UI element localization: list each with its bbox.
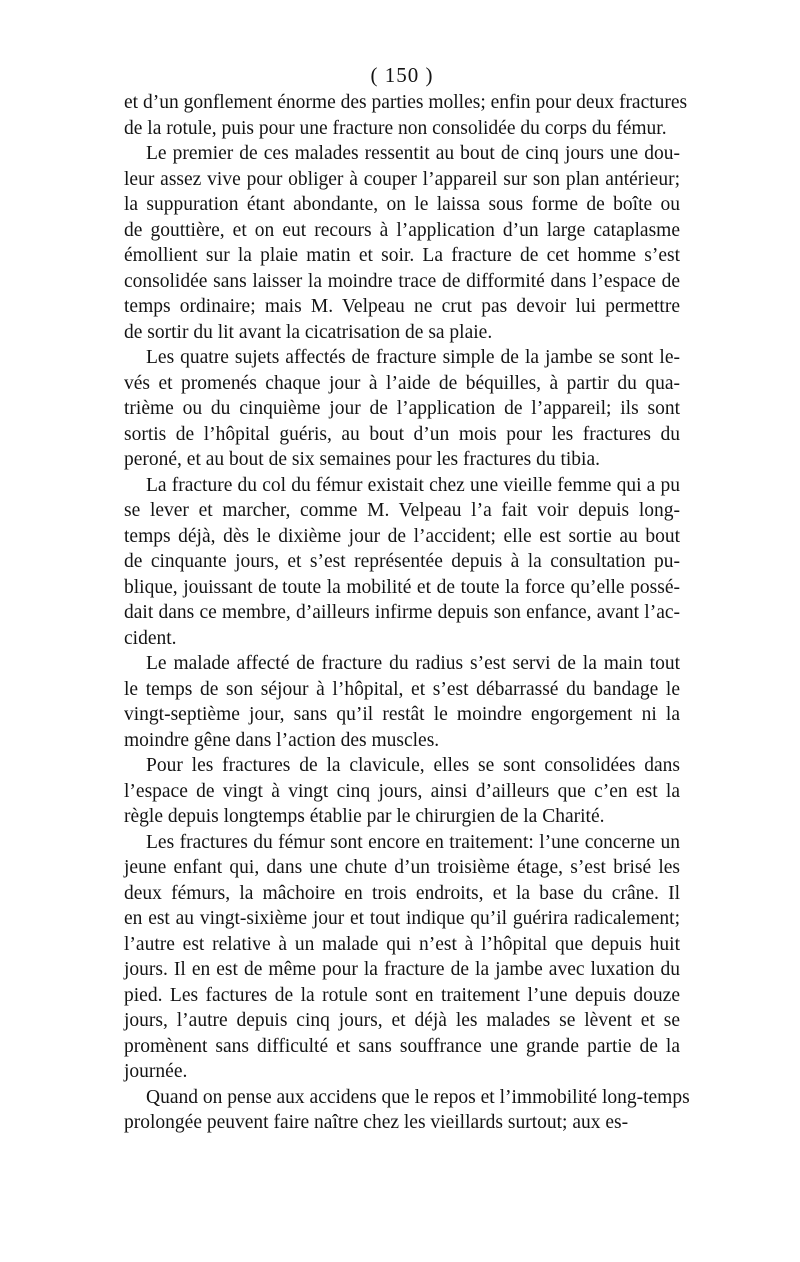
text-line: de cinquante jours, et s’est représentée depuis à la consultation pu- [124, 551, 680, 572]
text-line: de sortir du lit avant la cicatrisation de sa plaie. [124, 321, 493, 343]
text-line: peroné, et au bout de six semaines pour les fractures du tibia. [124, 449, 600, 470]
text-line: Le premier de ces malades ressentit au bout de cinq jours une dou- [146, 143, 680, 164]
book-page [124, 62, 690, 1136]
text-body [124, 90, 690, 1136]
text-line: règle depuis longtemps établie par le chirurgien de la Charité. [124, 806, 605, 827]
paragraph [124, 141, 680, 345]
text-line: pied. Les factures de la rotule sont en traitement l’une depuis douze [124, 984, 680, 1006]
text-line: moindre gêne dans l’action des muscles. [124, 729, 440, 751]
text-line: Les fractures du fémur sont encore en traitement: l’une concerne un [146, 831, 680, 853]
paragraph [124, 753, 680, 830]
paragraph [124, 90, 688, 141]
text-line: de la rotule, puis pour une fracture non consolidée du corps du fémur. [124, 117, 667, 139]
text-line: émollient sur la plaie matin et soir. La fracture de cet homme s’est [124, 245, 680, 266]
text-line: cident. [124, 627, 177, 649]
text-line: vés et promenés chaque jour à l’aide de béquilles, à partir du qua- [124, 372, 680, 394]
text-line: l’espace de vingt à vingt cinq jours, ainsi d’ailleurs que c’en est la [124, 780, 680, 802]
text-line: journée. [124, 1061, 188, 1082]
text-line: l’autre est relative à un malade qui n’est à l’hôpital que depuis huit [124, 933, 680, 955]
paragraph [124, 1085, 690, 1136]
text-line: en est au vingt-sixième jour et tout indique qu’il guérira radicalement; [124, 908, 680, 929]
text-line: promènent sans difficulté et sans souffrance une grande partie de la [124, 1035, 680, 1057]
text-line: blique, jouissant de toute la mobilité et de toute la force qu’elle possé- [124, 576, 680, 598]
text-line: et d’un gonflement énorme des parties molles; enfin pour deux fractures [124, 92, 688, 113]
text-line: de gouttière, et on eut recours à l’application d’un large cataplasme [124, 219, 680, 241]
text-line: prolongée peuvent faire naître chez les vieillards surtout; aux es- [124, 1112, 629, 1133]
text-line: Les quatre sujets affectés de fracture simple de la jambe se sont le- [146, 347, 680, 368]
text-line: jeune enfant qui, dans une chute d’un troisième étage, s’est brisé les [124, 857, 680, 878]
paragraph [124, 473, 680, 652]
text-line: jours. Il en est de même pour la fracture de la jambe avec luxation du [124, 959, 680, 980]
paragraph [124, 830, 680, 1085]
text-line: dait dans ce membre, d’ailleurs infirme depuis son enfance, avant l’ac- [124, 602, 680, 623]
text-line: consolidée sans laisser la moindre trace de difformité dans l’espace de [124, 270, 680, 292]
page-number: ( 150 ) [370, 63, 434, 87]
text-line: trième ou du cinquième jour de l’application de l’appareil; ils sont [124, 398, 680, 419]
text-line: jours, l’autre depuis cinq jours, et déjà les malades se lèvent et se [124, 1010, 680, 1031]
text-line: deux fémurs, la mâchoire en trois endroits, et la base du crâne. Il [124, 882, 680, 904]
paragraph [124, 651, 680, 753]
text-line: se lever et marcher, comme M. Velpeau l’a fait voir depuis long- [124, 500, 680, 521]
text-line: Pour les fractures de la clavicule, elles se sont consolidées dans [146, 755, 680, 776]
text-line: temps ordinaire; mais M. Velpeau ne crut pas devoir lui permettre [124, 296, 680, 317]
text-line: Le malade affecté de fracture du radius s’est servi de la main tout [146, 653, 680, 674]
text-line: temps déjà, dès le dixième jour de l’accident; elle est sortie au bout [124, 525, 680, 547]
paragraph [124, 345, 680, 473]
text-line: Quand on pense aux accidens que le repos et l’immobilité long-temps [146, 1086, 690, 1108]
text-line: leur assez vive pour obliger à couper l’appareil sur son plan antérieur; [124, 168, 680, 190]
text-line: vingt-septième jour, sans qu’il restât le moindre engorgement ni la [124, 704, 680, 725]
text-line: le temps de son séjour à l’hôpital, et s’est débarrassé du bandage le [124, 678, 680, 700]
text-line: la suppuration étant abondante, on le laissa sous forme de boîte ou [124, 194, 680, 215]
text-line: sortis de l’hôpital guéris, au bout d’un mois pour les fractures du [124, 423, 680, 445]
text-line: La fracture du col du fémur existait chez une vieille femme qui a pu [146, 474, 680, 496]
